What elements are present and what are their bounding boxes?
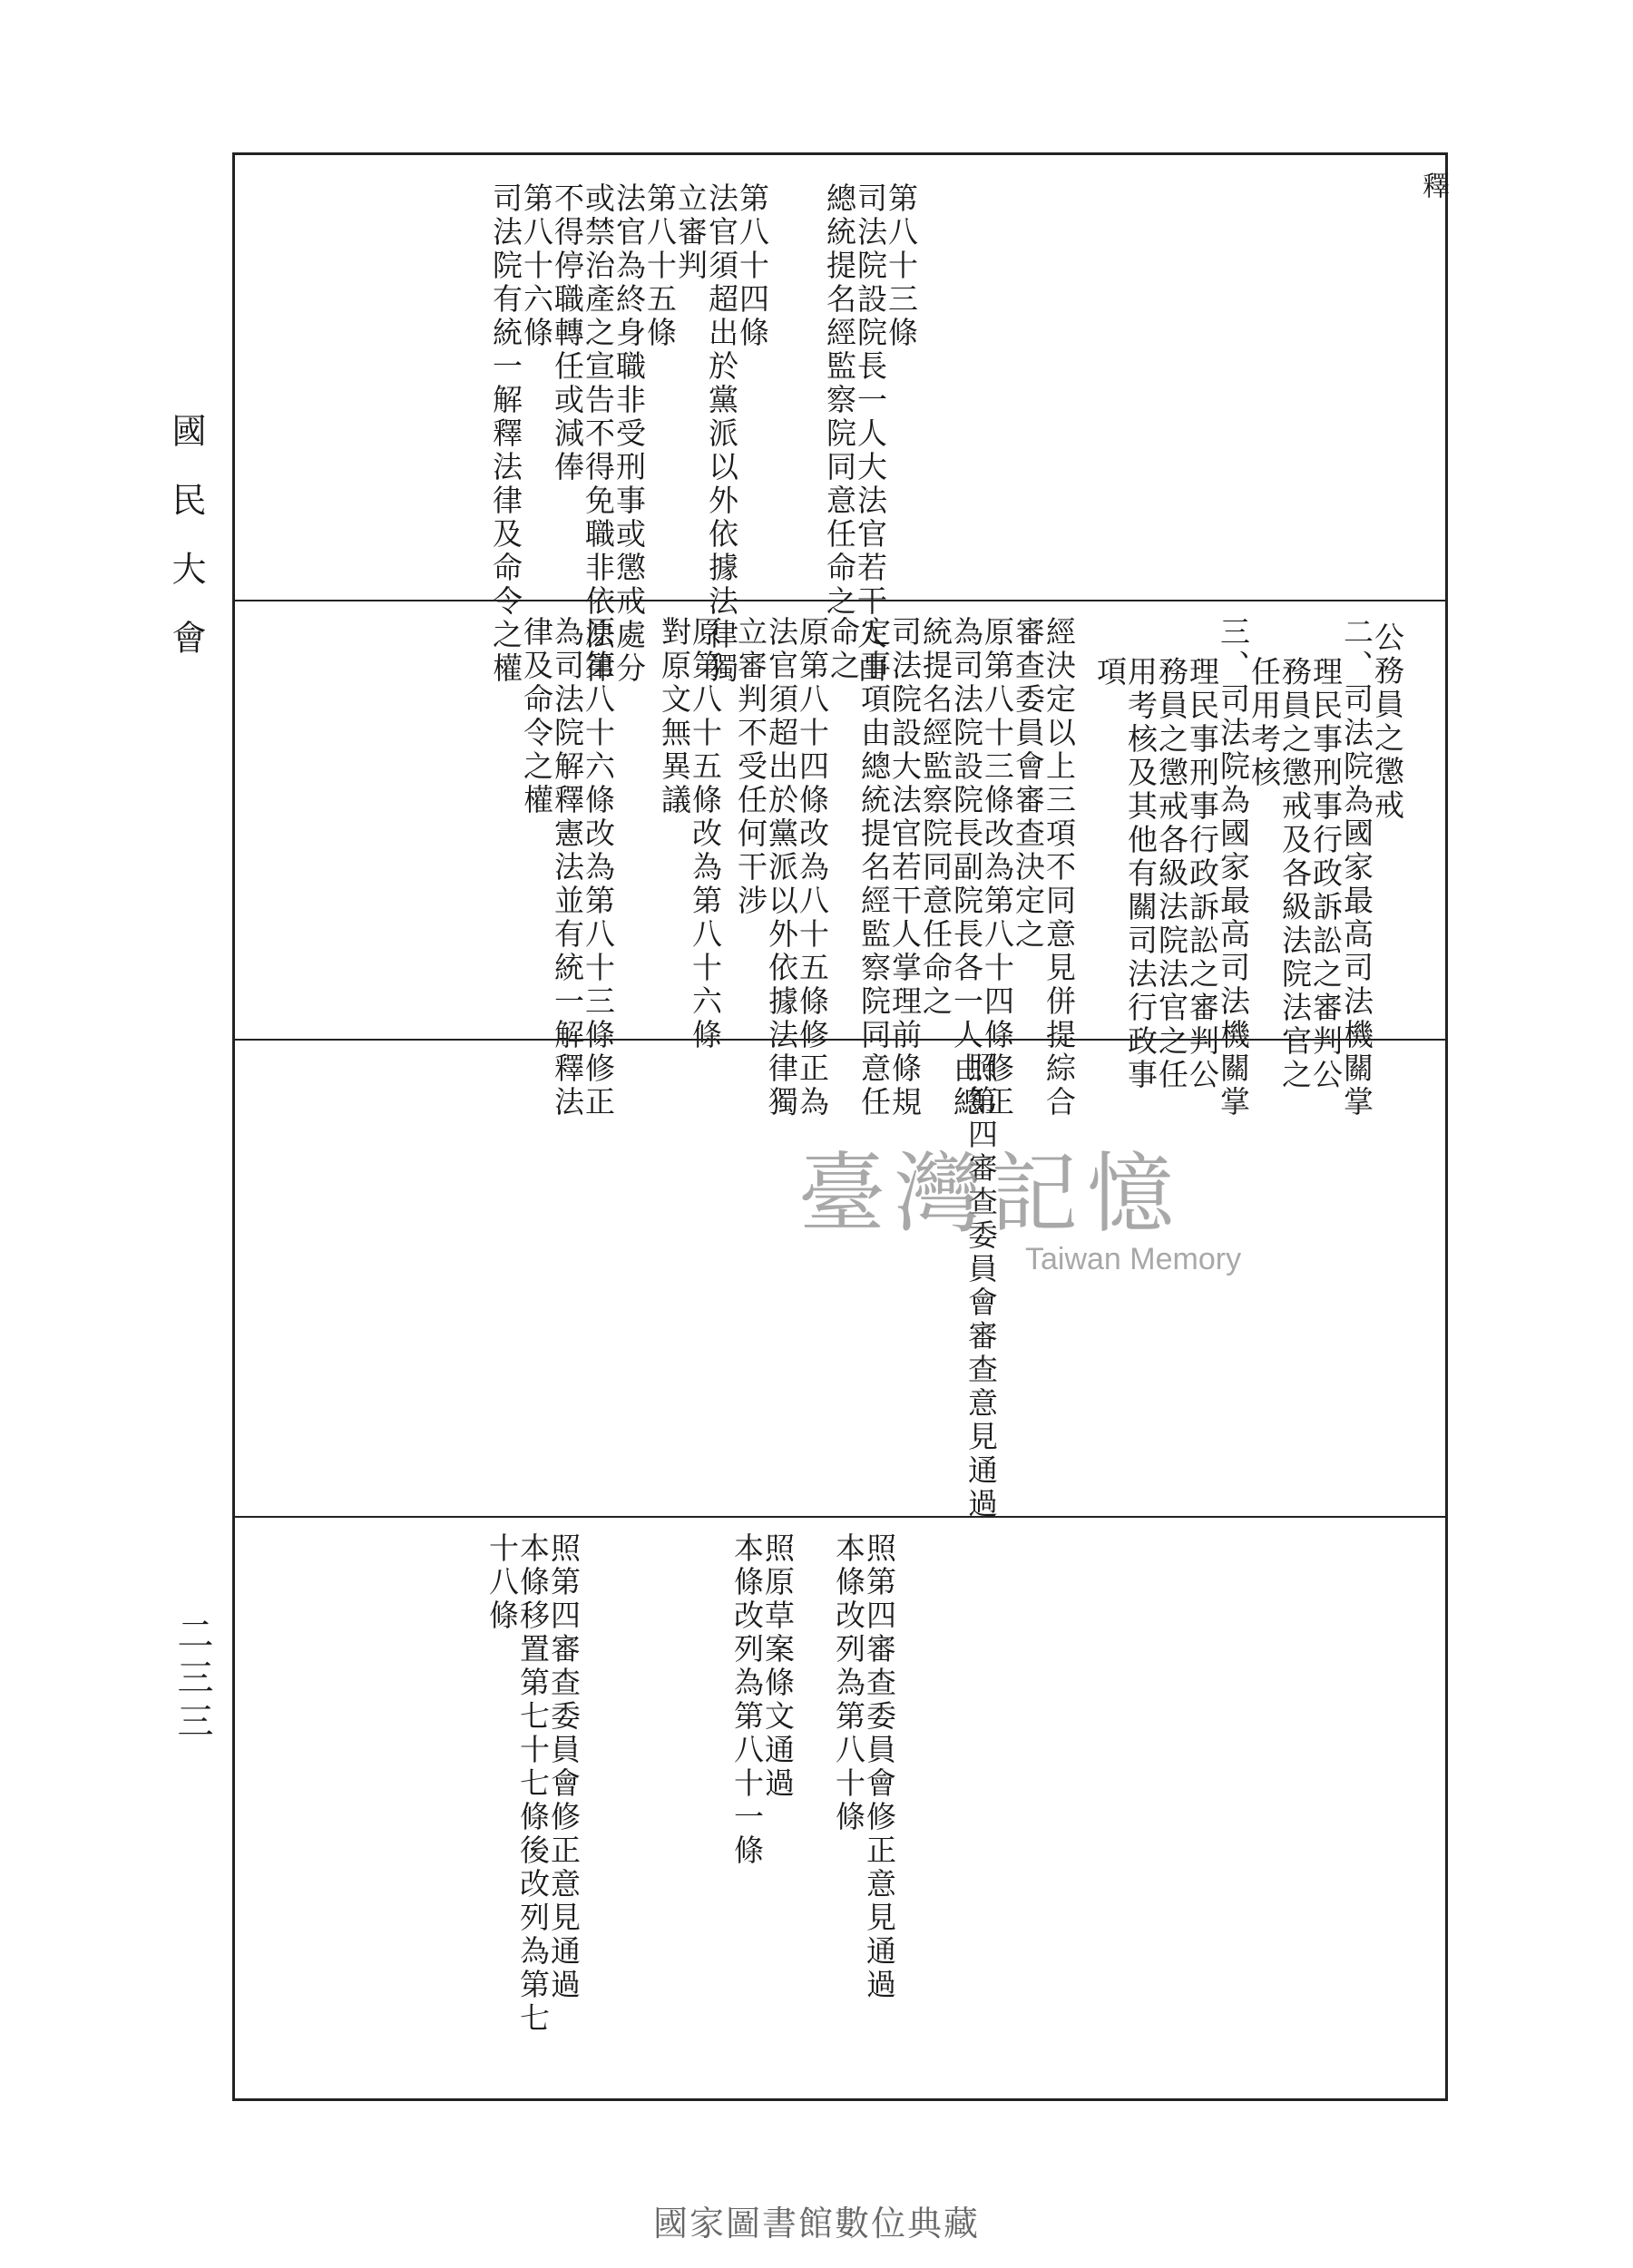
footer-credit: 國家圖書館數位典藏: [652, 2204, 980, 2244]
draft-line: 不得停職轉任或減俸: [550, 182, 585, 484]
note-line: 法官須超出於黨派以外依據法律獨: [764, 616, 799, 1119]
note-line: 司法院設大法官若干人掌理前條規: [887, 616, 923, 1119]
watermark-logo: 臺灣記憶: [798, 1143, 1183, 1245]
section-divider: [235, 1039, 1445, 1041]
resolution-line: 本條改列為第八十一條: [729, 1532, 765, 1868]
draft-articles-band: [235, 155, 1449, 686]
draft-line: 總統提名經監察院同意任命之: [822, 182, 857, 619]
resolution-line: 本條改列為第八十條: [831, 1532, 866, 1834]
section-divider: [235, 600, 1445, 601]
note-line: 理民事刑事行政訴訟之審判公: [1308, 656, 1344, 1092]
draft-line: 或禁治產之宣告不得免職非依法律: [581, 182, 616, 686]
final-resolutions-band: [235, 1520, 1445, 2064]
note-line: 三、司法院為國家最高司法機關掌: [1216, 616, 1251, 1119]
note-line: 為司法院設院長副院長各一人由總: [949, 616, 984, 1119]
note-line: 經決定以上三項不同意見併提綜合: [1041, 616, 1077, 1119]
draft-line: 司法院設院長一人大法官若干人由: [853, 182, 888, 686]
note-line: 原第八十三條改為第八十四條修正: [980, 616, 1015, 1119]
watermark-subtitle: Taiwan Memory: [1025, 1242, 1242, 1276]
page-number: 二三三: [171, 1615, 213, 1745]
note-line: 命之: [826, 616, 861, 683]
taiwan-memory-watermark: [798, 1125, 1288, 1306]
resolution-line: 照第四審查委員會修正意見通過: [862, 1532, 897, 2002]
draft-line: 第八十三條: [884, 182, 919, 350]
note-line: 原第八十四條改為八十五條修正為: [795, 616, 830, 1119]
review-line: 照第四審查委員會審查意見通過: [963, 1051, 999, 1521]
section-divider: [235, 1516, 1445, 1518]
note-line: 公務員之懲戒: [1370, 621, 1405, 823]
note-line: 為司法院解釋憲法並有統一解釋法: [550, 616, 585, 1119]
note-line: 二、司法院為國家最高司法機關掌: [1339, 616, 1374, 1119]
note-line: 定事項由總統提名經監察院同意任: [856, 616, 892, 1119]
draft-line: 第八十五條: [642, 182, 678, 350]
note-line: 務員之懲戒及各級法院法官之: [1277, 656, 1313, 1092]
resolution-line: 十八條: [484, 1532, 520, 1633]
note-line: 務員之懲戒各級法院法官之任: [1154, 656, 1189, 1092]
note-line: 統提名經監察院同意任命之: [918, 616, 953, 1019]
draft-line: 法官為終身職非受刑事或懲戒處分: [611, 182, 647, 686]
draft-line: 司法院有統一解釋法律及命令之權: [488, 182, 523, 686]
committee-notes-band: [235, 603, 1445, 1119]
note-line: 理民事刑事行政訴訟之審判公: [1185, 656, 1220, 1092]
note-line: 對原文無異議: [657, 616, 692, 817]
header-label: 釋: [1417, 171, 1449, 202]
resolution-line: 本條移置第七十七條後改列為第七: [515, 1532, 551, 2036]
note-line: 用考核及其他有關司法行政事: [1123, 656, 1159, 1092]
draft-line: 立審判: [673, 182, 709, 283]
resolution-line: 照原草案條文通過: [760, 1532, 796, 1801]
note-line: 審查委員會審查決定之: [1011, 616, 1046, 952]
note-line: 立審判不受任何干涉: [733, 616, 768, 918]
resolution-line: 照第四審查委員會修正意見通過: [546, 1532, 582, 2002]
note-line: 項: [1092, 656, 1128, 689]
note-line: 原第八十六條改為第八十三條修正: [581, 616, 616, 1119]
draft-line: 法官須超出於黨派以外依據法律獨: [704, 182, 739, 686]
note-line: 律及命令之權: [519, 616, 554, 817]
note-line: 原第八十五條改為第八十六條: [688, 616, 723, 1052]
note-line: 任用考核: [1247, 656, 1282, 790]
draft-line: 第八十六條: [519, 182, 554, 350]
side-title: 國民大會: [166, 413, 206, 689]
draft-line: 第八十四條: [735, 182, 770, 350]
